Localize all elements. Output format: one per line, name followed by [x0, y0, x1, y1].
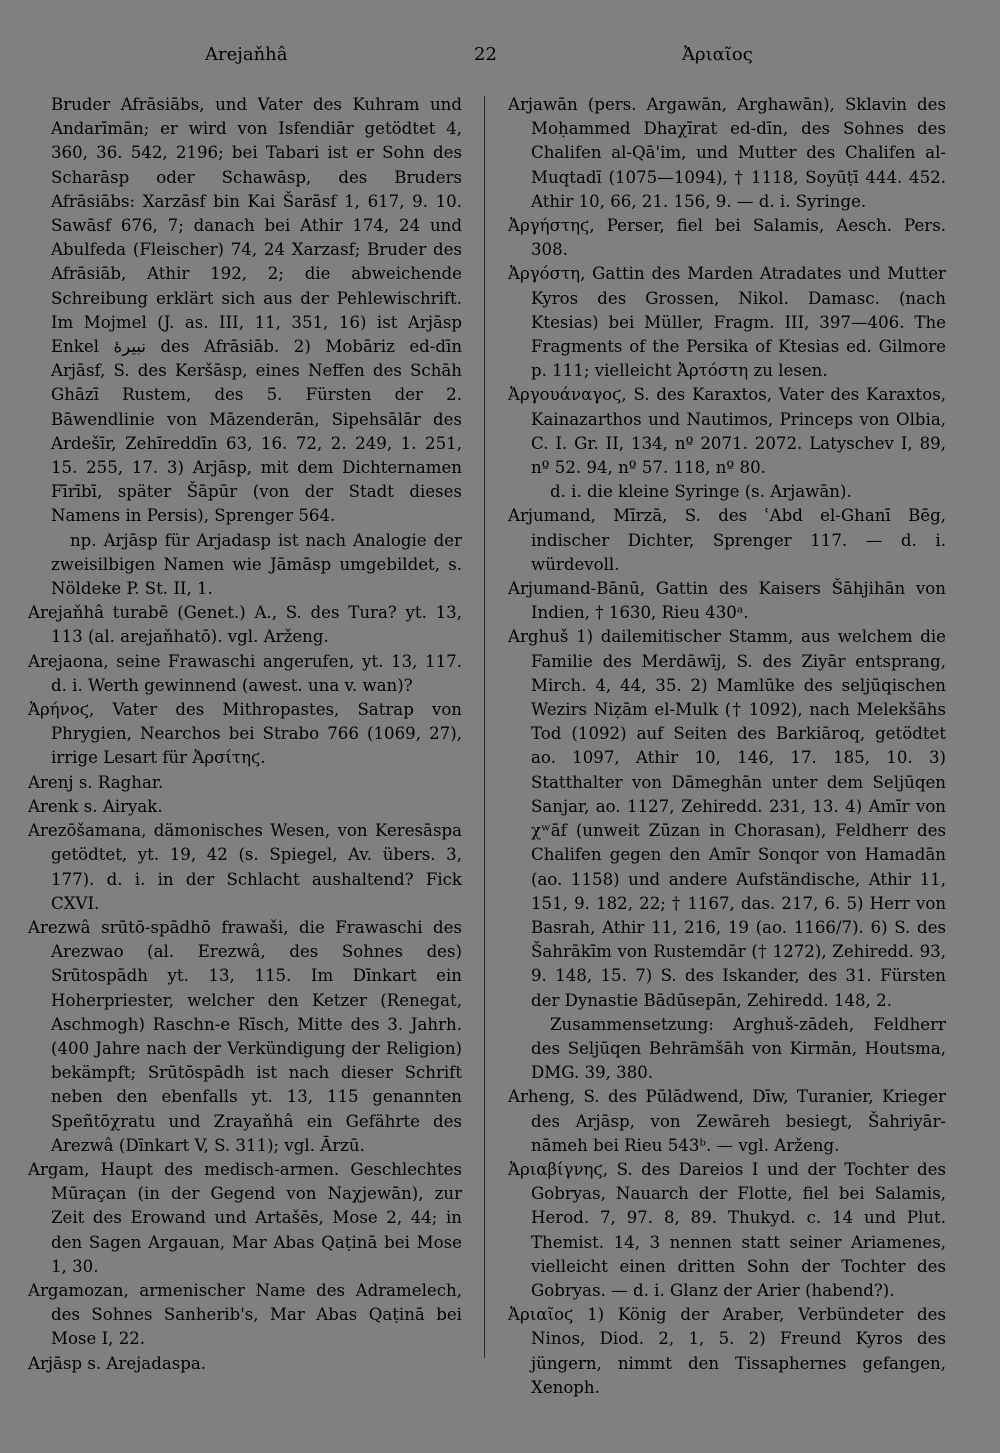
dictionary-entry: Ἀριαβίγνηϛ, S. des Dareios I und der Tochter des Gobryas, Nauarch der Flotte, fiel bei Salamis, Herod. 7, 97. 8, 89. Thukyd. c. 14 und Plut. Themist. 14, 3 nennen statt seiner Ariamenes, vielleicht einen dritten Sohn der Tochter des Gobryas. — d. i. Glanz der Arier (habend?).: [508, 1159, 946, 1300]
dictionary-entry: Arejaňhâ turabē (Genet.) A., S. des Tura? yt. 13, 113 (al. arejaňhatō). vgl. Arženg.: [28, 603, 462, 647]
dictionary-entry: Ἀργουάναγοϛ, S. des Karaxtos, Vater des Karaxtos, Kainazarthos und Nautimos, Princeps von Olbia, C. I. Gr. II, 134, nº 2071. 2072. Latyschev I, 89, nº 52. 94, nº 57. 118, nº 80.: [508, 385, 946, 478]
dictionary-entry: Arghuš 1) dailemitischer Stamm, aus welchem die Familie des Merdāwīj, S. des Ziyār entsprang, Mirch. 4, 44, 35. 2) Mamlūke des seljūqischen Wezirs Niẓām el-Mulk († 1092), nach Melekšāhs Tod (1092) auf Seiten des Barkiāroq, getödtet ao. 1097, Athir 10, 146, 17. 185, 10. 3) Statthalter von Dāmeghān unter dem Seljūqen Sanjar, ao. 1127, Zehiredd. 231, 13. 4) Amīr von χʷāf (unweit Zūzan in Chorasan), Feldherr des Chalifen gegen den Amīr Sonqor von Hamadān (ao. 1158) und andere Aufständische, Athir 11, 151, 9. 182, 22; † 1167, das. 217, 6. 5) Herr von Basrah, Athir 11, 216, 19 (ao. 1166/7). 6) S. des Šahrākīm von Rustemdār († 1272), Zehiredd. 93, 9. 148, 15. 7) S. des Iskander, des 31. Fürsten der Dynastie Bādūsepān, Zehiredd. 148, 2.: [508, 627, 946, 1010]
dictionary-entry: Zusammensetzung: Arghuš-zādeh, Feldherr des Seljūqen Behrāmšāh von Kirmān, Houtsma, DMG. 39, 380.: [531, 1014, 946, 1083]
dictionary-entry: Arenj s. Raghar.: [28, 772, 164, 792]
dictionary-entry: Arjāsp s. Arejadaspa.: [28, 1353, 207, 1373]
dictionary-entry: Arheng, S. des Pūlādwend, Dīw, Turanier, Krieger des Arjāsp, von Zewāreh besiegt, Šahriyār-nāmeh bei Rieu 543ᵇ. — vgl. Arženg.: [508, 1087, 946, 1155]
dictionary-entry: Argam, Haupt des medisch-armen. Geschlechtes Mūraçan (in der Gegend von Naχjewān), zur Zeit des Erowand und Artašēs, Mose 2, 44; in den Sagen Argauan, Mar Abas Qaṭinā bei Mose 1, 30.: [28, 1159, 462, 1276]
dictionary-entry: Ἀριαῖοϛ 1) König der Araber, Verbündeter des Ninos, Diod. 2, 1, 5. 2) Freund Kyros des jüngern, nimmt den Tissaphernes gefangen, Xenoph.: [508, 1305, 946, 1397]
dictionary-entry: Arjumand, Mīrzā, S. des ʿAbd el-Ghanī Bēg, indischer Dichter, Sprenger 117. — d. i. würdevoll.: [508, 506, 946, 574]
dictionary-entry: np. Arjāsp für Arjadasp ist nach Analogie der zweisilbigen Namen wie Jāmāsp umgebildet, s. Nöldeke P. St. II, 1.: [51, 530, 462, 599]
page-number: 22: [474, 44, 497, 65]
dictionary-entry: Arezōšamana, dämonisches Wesen, von Keresāspa getödtet, yt. 19, 42 (s. Spiegel, Av. übers. 3, 177). d. i. in der Schlacht aushaltend? Fick CXVI.: [28, 821, 462, 913]
dictionary-entry: Ἀργήστηϛ, Perser, fiel bei Salamis, Aesch. Pers. 308.: [508, 216, 946, 260]
dictionary-entry: Bruder Afrāsiābs, und Vater des Kuhram und Andarīmān; er wird von Isfendiār getödtet 4, 360, 36. 542, 2196; bei Tabari ist er Sohn des Scharāsp oder Schawāsp, des Bruders Afrāsiābs: Xarzāsf bin Kai Šarāsf 1, 617, 9. 10. Sawāsf 676, 7; danach bei Athir 174, 24 und Abulfeda (Fleischer) 74, 24 Xarzasf; Bruder des Afrāsiāb, Athir 192, 2; die abweichende Schreibung erklärt sich aus der Pehlewischrift. Im Mojmel (J. as. III, 11, 351, 16) ist Arjāsp Enkel نبيرهٔ des Afrāsiāb. 2) Mobāriz ed-dīn Arjāsf, S. des Keršāsp, eines Neffen des Schāh Ghāzī Rustem, des 5. Fürsten der 2. Bāwendlinie von Māzenderān, Sipehsālār des Ardešīr, Zehīreddīn 63, 16. 72, 2. 249, 1. 251, 15. 255, 17. 3) Arjāsp, mit dem Dichternamen Fīrībī, später Šāpūr (von der Stadt dieses Namens in Persis), Sprenger 564.: [51, 95, 463, 526]
header-left-keyword: Arejaňhâ: [205, 44, 288, 65]
dictionary-entry: Arjumand-Bānū, Gattin des Kaisers Šāhjihān von Indien, † 1630, Rieu 430ᵃ.: [508, 579, 946, 623]
dictionary-entry: Arjawān (pers. Argawān, Arghawān), Sklavin des Moḥammed Dhaχīrat ed-dīn, des Sohnes des Chalifen al-Qā'im, und Mutter des Chalifen al-Muqtadī (1075—1094), † 1118, Soyūṭī 444. 452. Athir 10, 66, 21. 156, 9. — d. i. Syringe.: [508, 95, 946, 211]
dictionary-entry: Arenk s. Airyak.: [28, 796, 163, 816]
dictionary-entry: Argamozan, armenischer Name des Adramelech, des Sohnes Sanherib's, Mar Abas Qaṭinā bei Mose I, 22.: [28, 1280, 462, 1349]
dictionary-entry: d. i. die kleine Syringe (s. Arjawān).: [550, 482, 852, 502]
dictionary-entry: Ἀργόστη, Gattin des Marden Atradates und Mutter Kyros des Grossen, Nikol. Damasc. (nach Ktesias) bei Müller, Fragm. III, 397—406. The Fragments of the Persika of Ktesias ed. Gilmore p. 111; vielleicht Ἀρτόστη zu lesen.: [508, 264, 946, 381]
dictionary-entry: Arejaona, seine Frawaschi angerufen, yt. 13, 117. d. i. Werth gewinnend (awest. una v. wan)?: [28, 651, 462, 695]
column-divider: [484, 96, 485, 1358]
header-right-keyword: Ἀριαῖος: [682, 44, 753, 65]
dictionary-entry: Arezwâ srūtō-spādhō frawaši, die Frawaschi des Arezwao (al. Erezwâ, des Sohnes des) Srūtospādh yt. 13, 115. Im Dīnkart ein Hoherpriester, welcher den Ketzer (Renegat, Aschmogh) Raschn-e Rīsch, Mitte des 3. Jahrh. (400 Jahre nach der Verkündigung der Religion) bekämpft; Srūtōspādh ist nach dieser Schrift neben den ebenfalls yt. 13, 115 genannten Speñtōχratu und Zrayaňhâ ein Gefährte des Arezwâ (Dīnkart V, S. 311); vgl. Ārzū.: [28, 917, 462, 1155]
dictionary-entry: Ἀρήνοϛ, Vater des Mithropastes, Satrap von Phrygien, Nearchos bei Strabo 766 (1069, 27), irrige Lesart für Ἀρσίτηϛ.: [28, 700, 462, 768]
page-header: [0, 44, 1000, 74]
left-column: [28, 93, 462, 1376]
right-column: [508, 93, 946, 1400]
